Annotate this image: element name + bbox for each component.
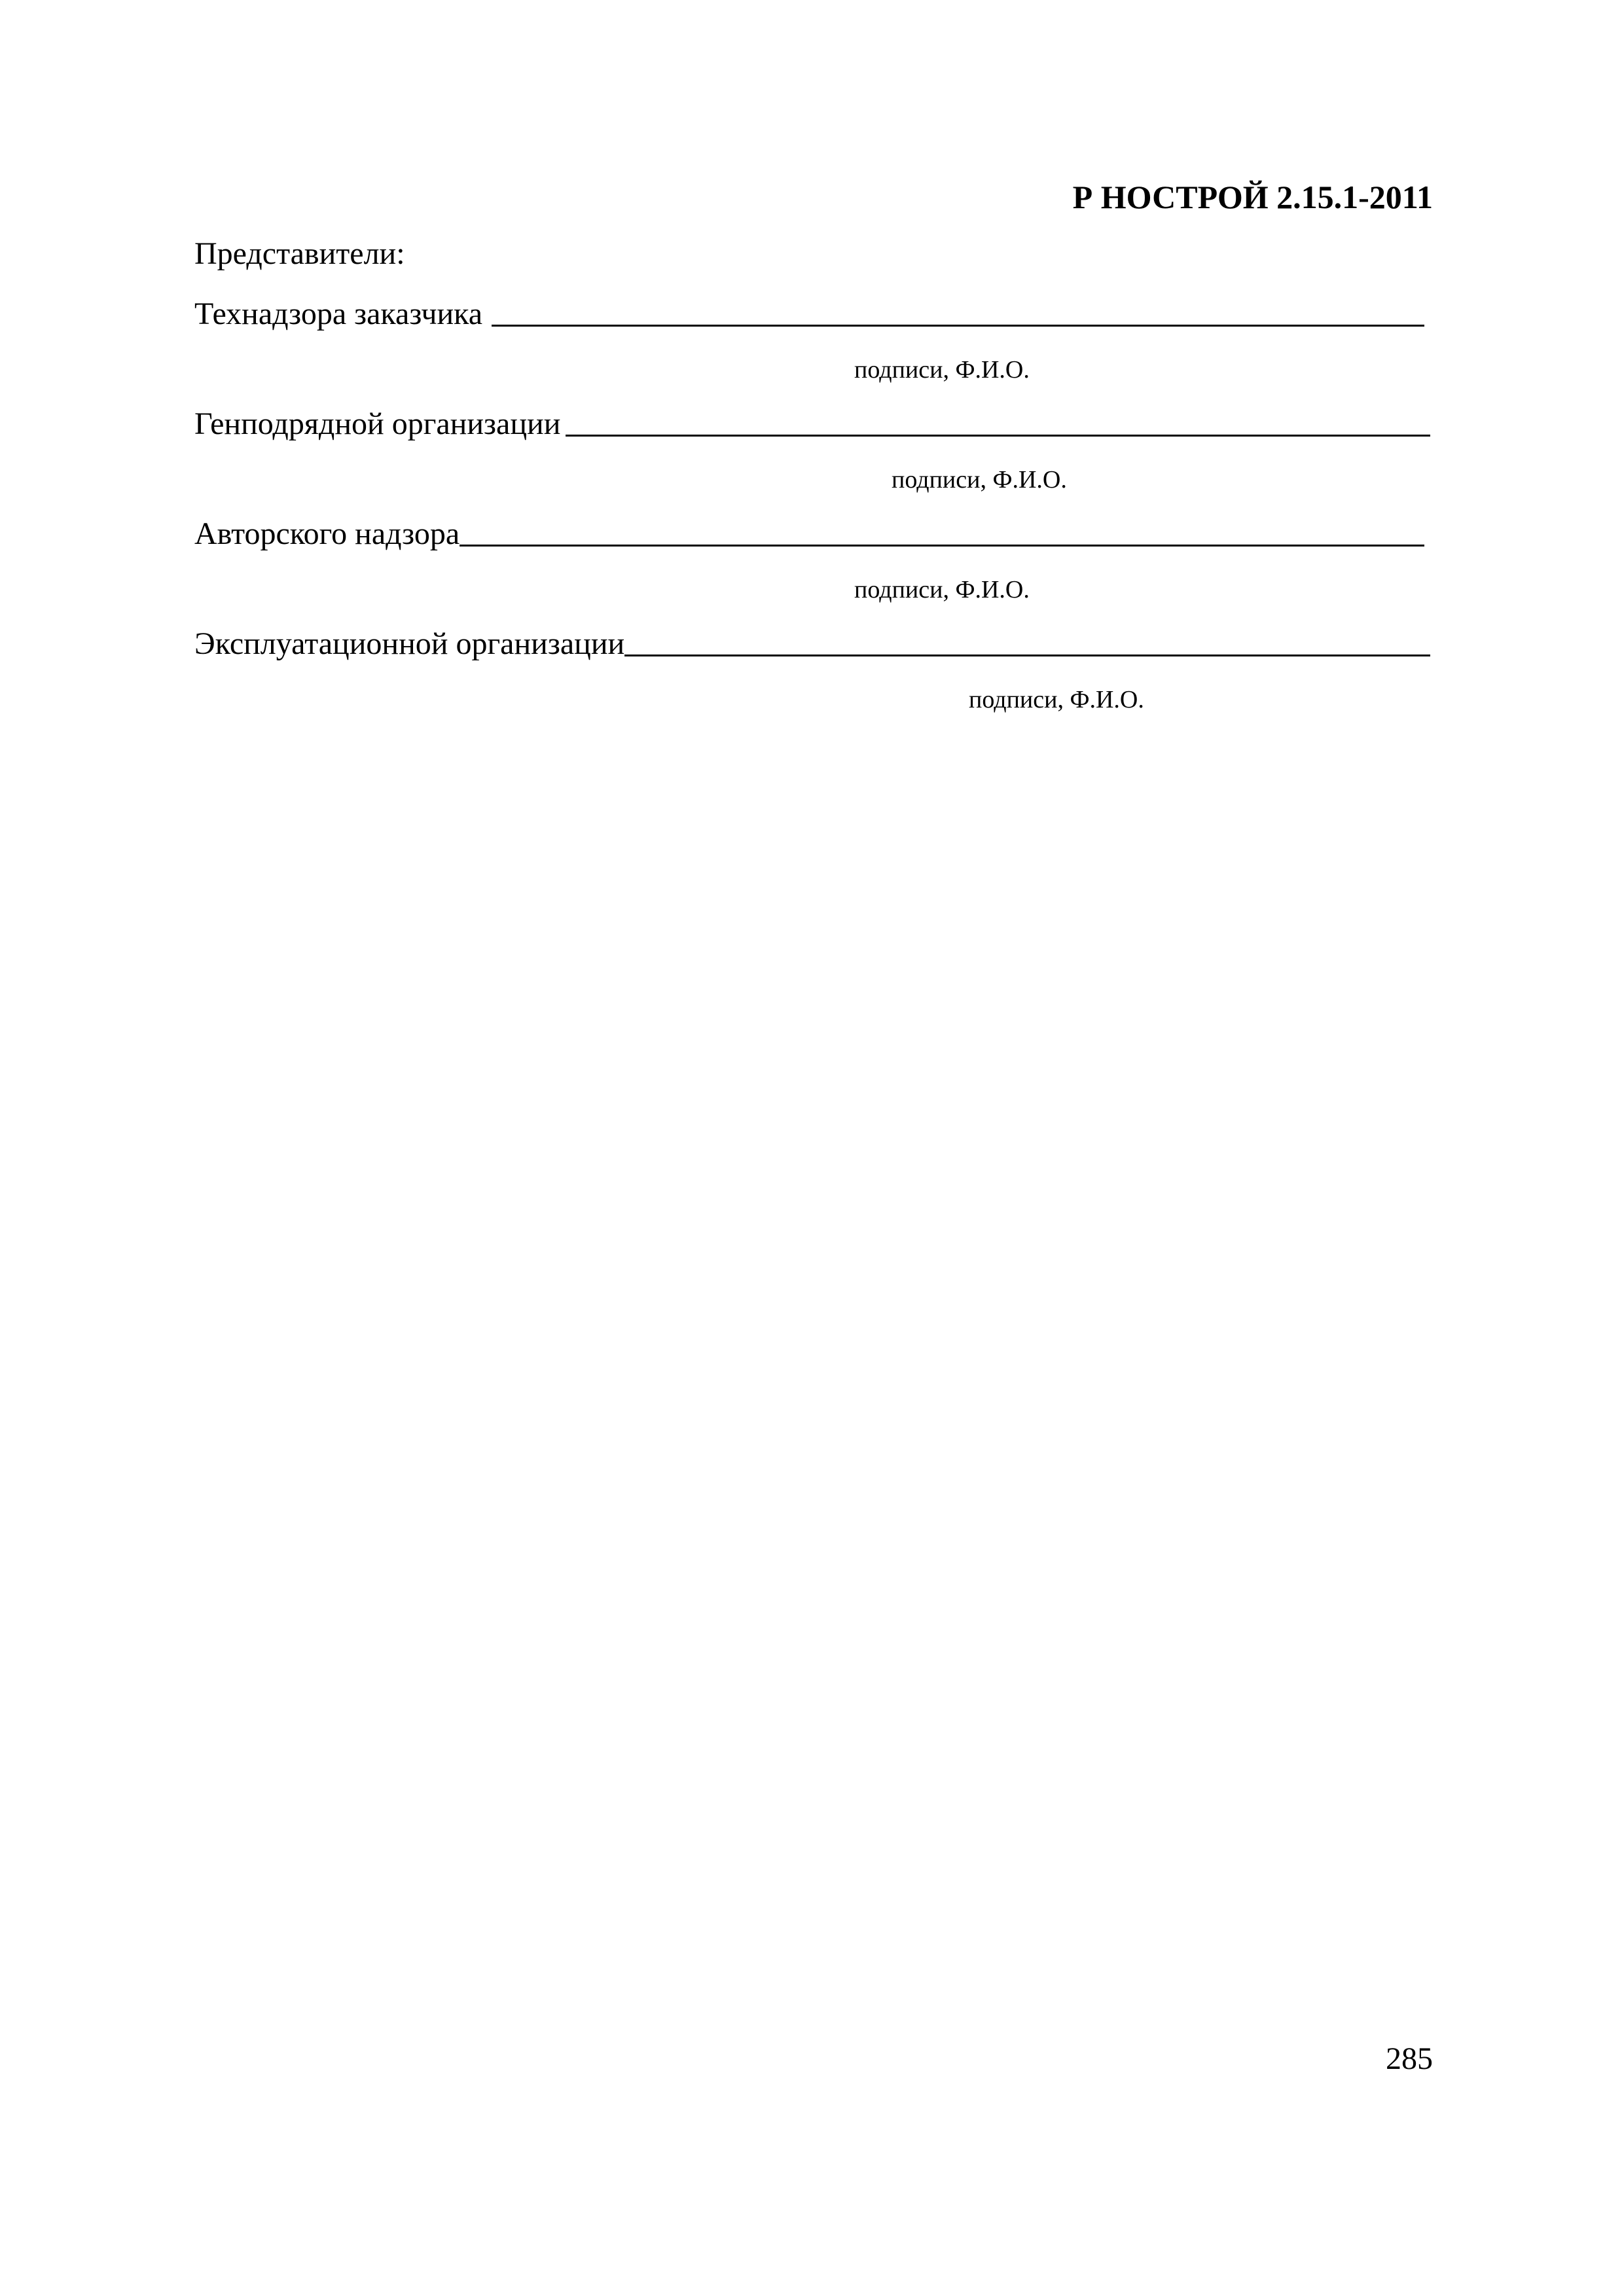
signature-label: Эксплуатационной организации [194,626,625,661]
signature-row-technical-supervision [194,296,1424,332]
signature-label: Авторского надзора [194,516,460,551]
representatives-label: Представители: [194,236,405,271]
document-code: Р НОСТРОЙ 2.15.1-2011 [1072,179,1433,215]
signature-label: Технадзора заказчика [194,296,483,331]
signature-caption: подписи, Ф.И.О. [969,686,1144,713]
signature-line [492,324,1424,327]
signature-row-author-supervision [194,516,1424,552]
signature-row-general-contractor [194,406,1430,442]
signature-caption: подписи, Ф.И.О. [854,576,1030,603]
page-number: 285 [1386,2041,1433,2076]
signature-line [566,434,1430,437]
signature-caption: подписи, Ф.И.О. [892,466,1067,493]
signature-line [624,654,1430,656]
signature-caption: подписи, Ф.И.О. [854,356,1030,384]
signature-row-operating-organization [194,626,1430,662]
signature-line [460,544,1424,547]
signature-label: Генподрядной организации [194,406,561,441]
